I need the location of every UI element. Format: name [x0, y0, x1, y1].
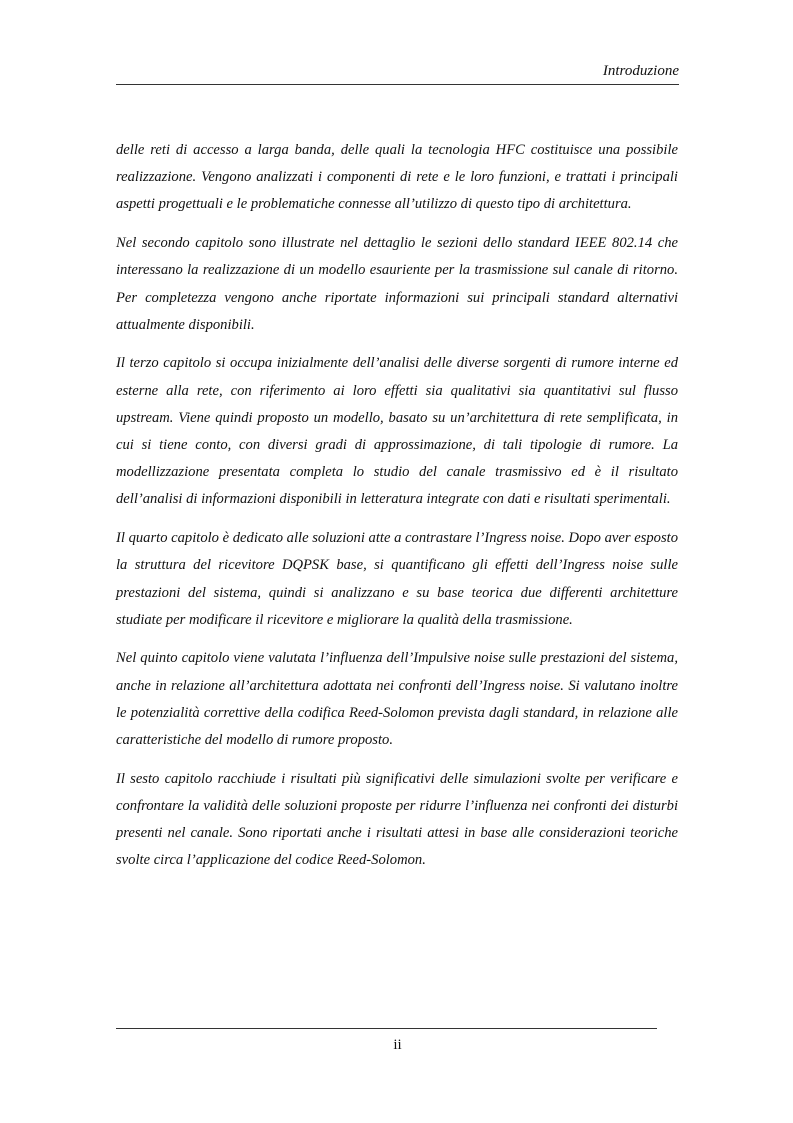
page-number: ii — [393, 1037, 402, 1053]
body-text — [116, 137, 678, 886]
paragraph-chapter-two: Nel secondo capitolo sono illustrate nel dettaglio le sezioni dello standard IEEE 802.14 che interessano la realizzazione di un modello esauriente per la trasmissione sul canale di ritorno. Per completezza vengono anche riportate informazioni sui principali standard alternativi attualmente disponibili. — [116, 235, 678, 333]
running-header — [116, 60, 679, 85]
paragraph-chapter-five: Nel quinto capitolo viene valutata l’influenza dell’Impulsive noise sulle prestazioni del sistema, anche in relazione all’architettura adottata nei confronti dell’Ingress noise. Si valutano inoltre le potenzialità correttive della codifica Reed-Solomon prevista dagli standard, in relazione alle caratteristiche del modello di rumore proposto. — [116, 650, 678, 749]
paragraph-chapter-three: Il terzo capitolo si occupa inizialmente dell’analisi delle diverse sorgenti di rumore interne ed esterne alla rete, con riferimento ai loro effetti sia qualitativi sia quantitativi sul flusso upstream. Viene quindi proposto un modello, basato su un’architettura di rete semplificata, in cui si tiene conto, con diversi gradi di approssimazione, di tali tipologie di rumore. La modellizzazione presentata completa lo studio del canale trasmissivo ed è il risultato dell’analisi di informazioni disponibili in letteratura integrate con dati e risultati sperimentali. — [116, 355, 678, 508]
paragraph-chapter-six: Il sesto capitolo racchiude i risultati più significativi delle simulazioni svolte per verificare e confrontare la validità delle soluzioni proposte per ridurre l’influenza nei confronti dei disturbi presenti nel canale. Sono riportati anche i risultati attesi in base alle considerazioni teoriche svolte circa l’applicazione del codice Reed-Solomon. — [116, 770, 678, 869]
header-title: Introduzione — [602, 63, 679, 79]
footer-rule — [116, 1028, 657, 1029]
paragraph-network-intro: delle reti di accesso a larga banda, delle quali la tecnologia HFC costituisce una possibile realizzazione. Vengono analizzati i componenti di rete e le loro funzioni, e trattati i principali aspetti progettuali e le problematiche connesse all’utilizzo di questo tipo di architettura. — [116, 142, 678, 213]
paragraph-chapter-four: Il quarto capitolo è dedicato alle soluzioni atte a contrastare l’Ingress noise. Dopo aver esposto la struttura del ricevitore DQPSK base, si quantificano gli effetti dell’Ingress noise sulle prestazioni del sistema, quindi si analizzano e su base teorica due differenti architetture studiate per modificare il ricevitore e migliorare la qualità della trasmissione. — [116, 530, 678, 628]
